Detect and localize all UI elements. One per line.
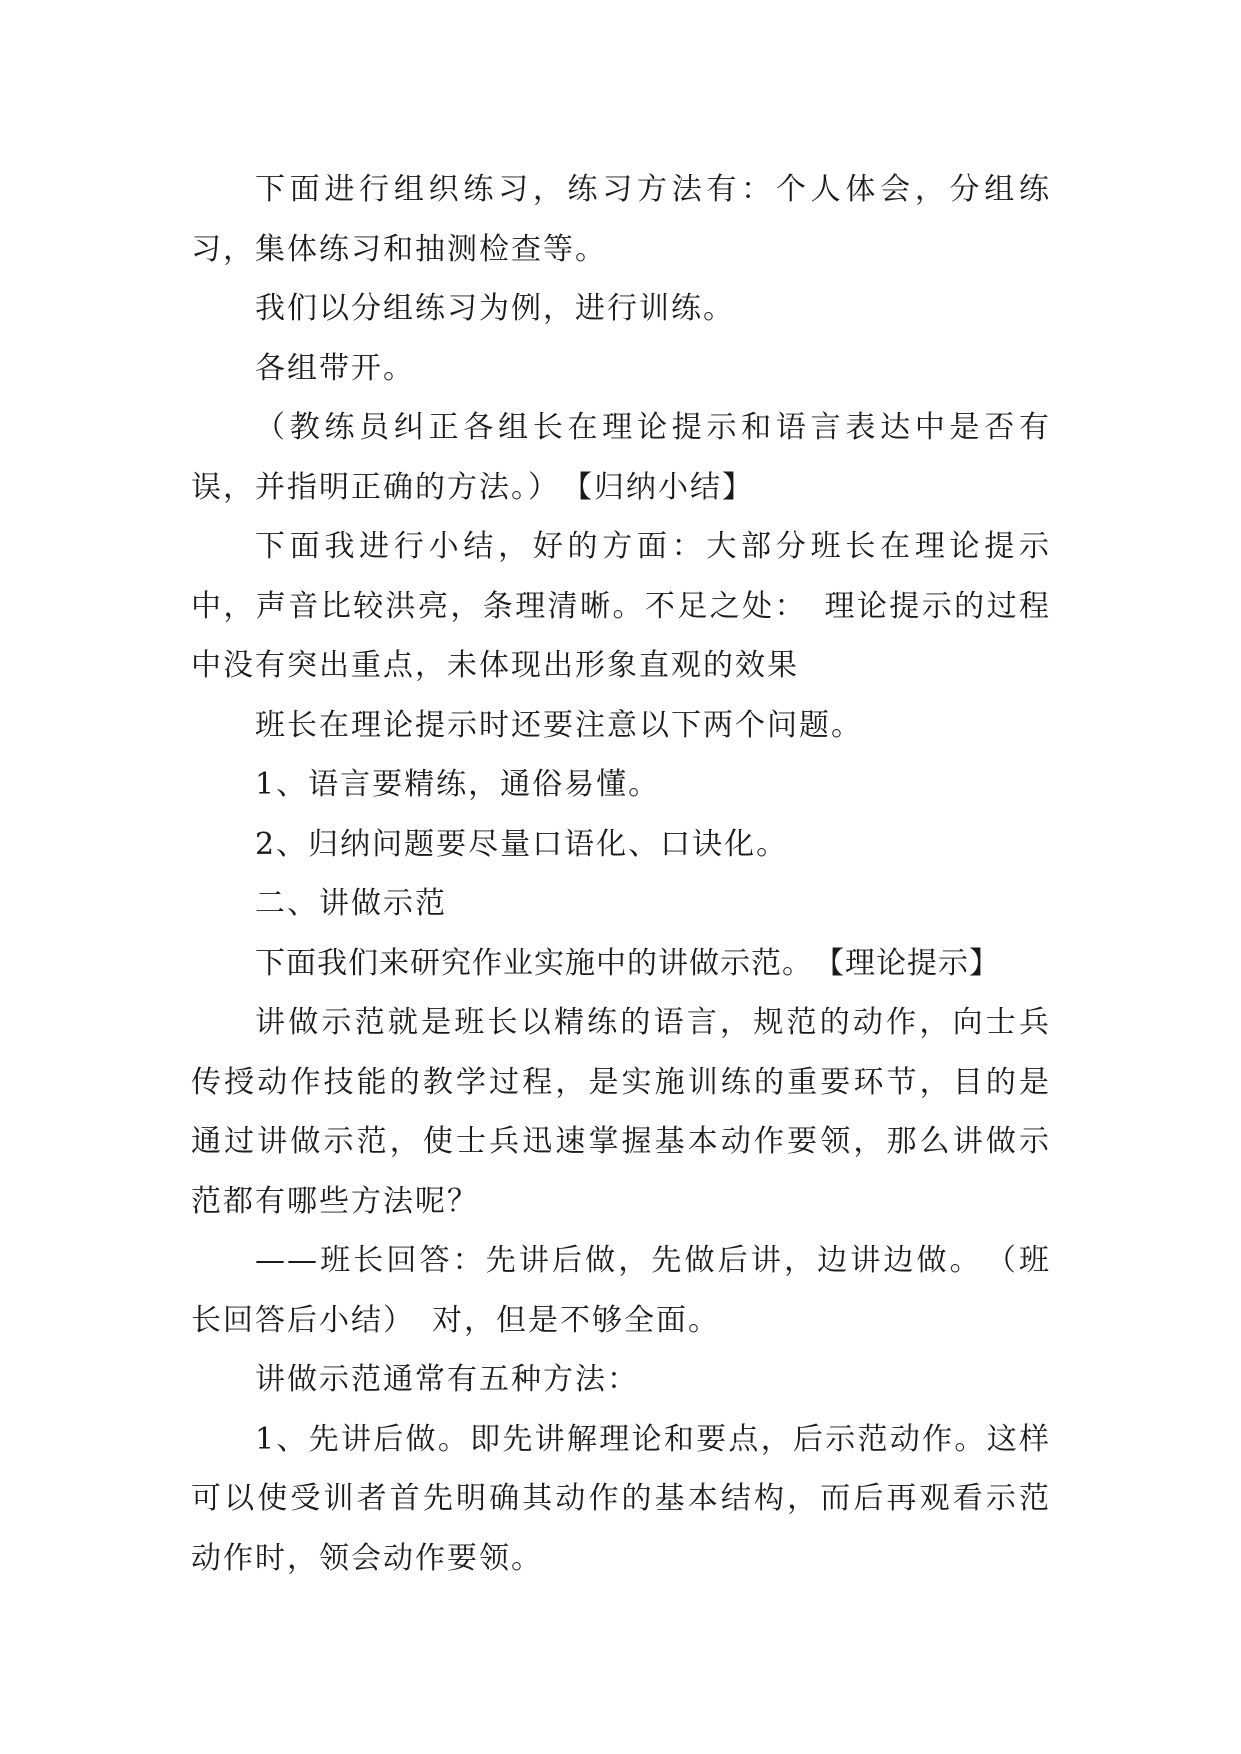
paragraph: 班长在理论提示时还要注意以下两个问题。: [255, 707, 863, 743]
paragraph: 下面进行组织练习，练习方法有：个人体会，分组练习，集体练习和抽测检查等。: [191, 172, 1051, 267]
list-item: 1、先讲后做。即先讲解理论和要点，后示范动作。这样可以使受训者首先明确其动作的基本结构，而后再观看示范动作时，领会动作要领。: [191, 1421, 1051, 1576]
paragraph: 下面我进行小结，好的方面：大部分班长在理论提示中，声音比较洪亮，条理清晰。不足之处： 理论提示的过程中没有突出重点，未体现出形象直观的效果: [191, 529, 1051, 683]
section-heading: 二、讲做示范: [255, 886, 447, 921]
paragraph: 讲做示范就是班长以精练的语言，规范的动作，向士兵传授动作技能的教学过程，是实施训练的重要环节，目的是通过讲做示范，使士兵迅速掌握基本动作要领，那么讲做示范都有哪些方法呢？: [191, 1005, 1051, 1219]
paragraph: ——班长回答：先讲后做，先做后讲，边讲边做。 （班长回答后小结） 对，但是不够全面。: [191, 1243, 1051, 1338]
paragraph: 我们以分组练习为例，进行训练。: [255, 291, 735, 326]
paragraph: 讲做示范通常有五种方法：: [255, 1362, 639, 1397]
paragraph: 下面我们来研究作业实施中的讲做示范。 【理论提示】: [255, 945, 1000, 981]
list-item: 2、归纳问题要尽量口语化、口诀化。: [255, 826, 789, 862]
paragraph: 各组带开。: [255, 350, 415, 386]
document-body: [191, 160, 1051, 1588]
paragraph: （教练员纠正各组长在理论提示和语言表达中是否有误，并指明正确的方法。） 【归纳小结】: [191, 410, 1051, 505]
list-item: 1、语言要精练，通俗易懂。: [255, 767, 661, 802]
